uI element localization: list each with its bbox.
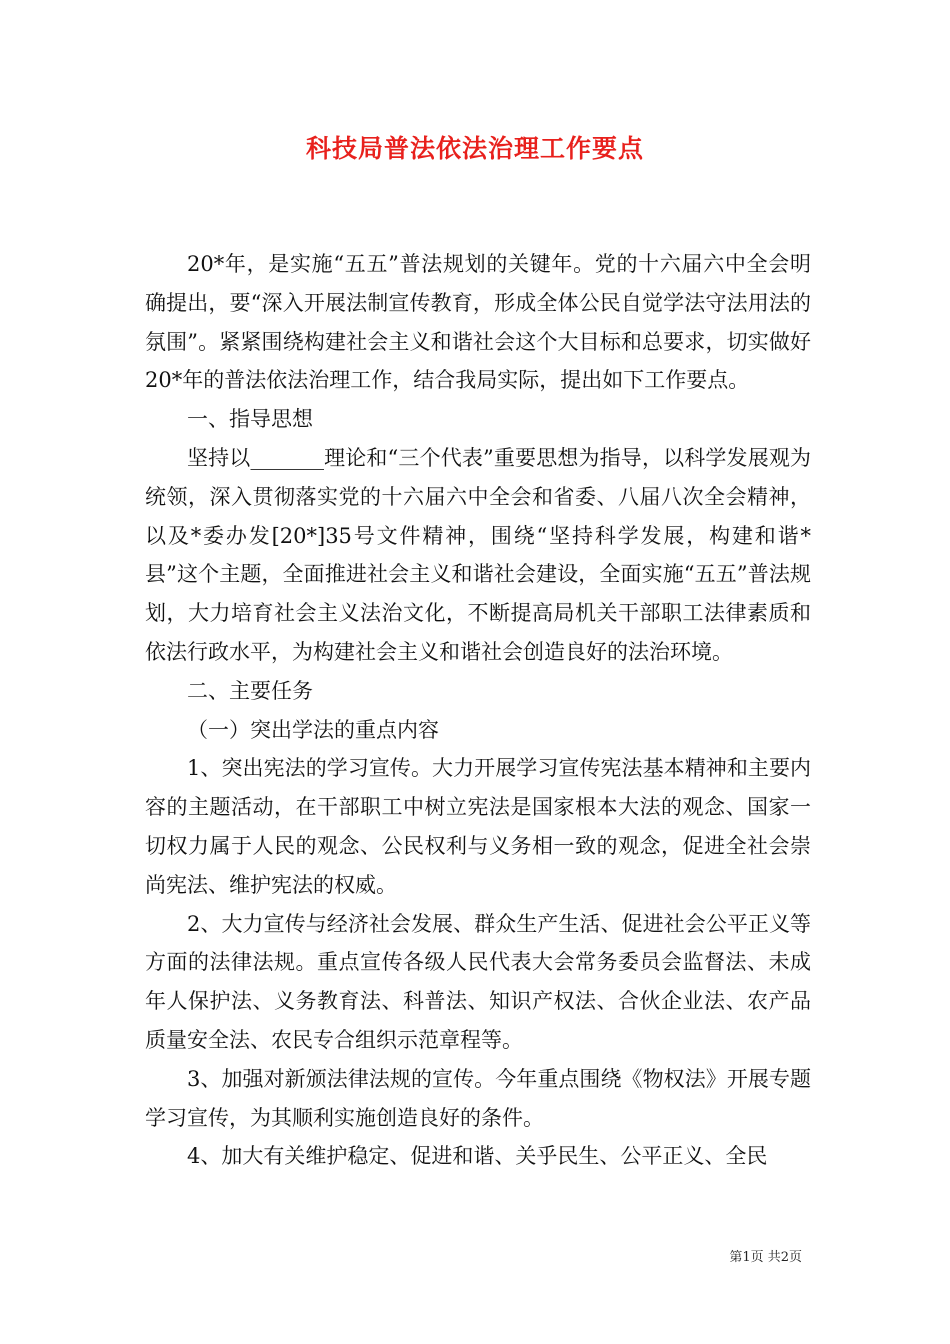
paragraph-guiding-ideology: 坚持以_______理论和“三个代表”重要思想为指导，以科学发展观为统领，深入贯彻落实党的十六届六中全会和省委、八届八次全会精神，以及*委办发[20*]35号文件精神，围绕“坚持科学发展，构建和谐*县”这个主题，全面推进社会主义和谐社会建设，全面实施“五五”普法规划，大力培育社会主义法治文化，不断提高局机关干部职工法律素质和依法行政水平，为构建社会主义和谐社会创造良好的法治环境。 (145, 445, 811, 664)
paragraph-intro: 20*年，是实施“五五”普法规划的关键年。党的十六届六中全会明确提出，要“深入开展法制宣传教育，形成全体公民自觉学法守法用法的氛围”。紧紧围绕构建社会主义和谐社会这个大目标和总要求，切实做好20*年的普法依法治理工作，结合我局实际，提出如下工作要点。 (145, 252, 811, 393)
document-body (145, 245, 811, 1176)
page-number: 第1页 共2页 (729, 1250, 802, 1265)
section-heading-guiding-ideology: 一、指导思想 (187, 407, 313, 432)
subsection-heading-key-content: （一）突出学法的重点内容 (187, 717, 439, 742)
paragraph-item-4: 4、加大有关维护稳定、促进和谐、关乎民生、公平正义、全民 (187, 1144, 768, 1169)
paragraph-item-2: 2、大力宣传与经济社会发展、群众生产生活、促进社会公平正义等方面的法律法规。重点宣传各级人民代表大会常务委员会监督法、未成年人保护法、义务教育法、科普法、知识产权法、合伙企业法、农产品质量安全法、农民专合组织示范章程等。 (145, 911, 811, 1052)
section-heading-main-tasks: 二、主要任务 (187, 678, 313, 703)
paragraph-item-3: 3、加强对新颁法律法规的宣传。今年重点围绕《物权法》开展专题学习宣传，为其顺利实施创造良好的条件。 (145, 1066, 811, 1130)
page-title: 科技局普法依法治理工作要点 (305, 134, 644, 163)
paragraph-item-1: 1、突出宪法的学习宣传。大力开展学习宣传宪法基本精神和主要内容的主题活动，在干部职工中树立宪法是国家根本大法的观念、国家一切权力属于人民的观念、公民权利与义务相一致的观念，促进全社会崇尚宪法、维护宪法的权威。 (145, 756, 811, 897)
